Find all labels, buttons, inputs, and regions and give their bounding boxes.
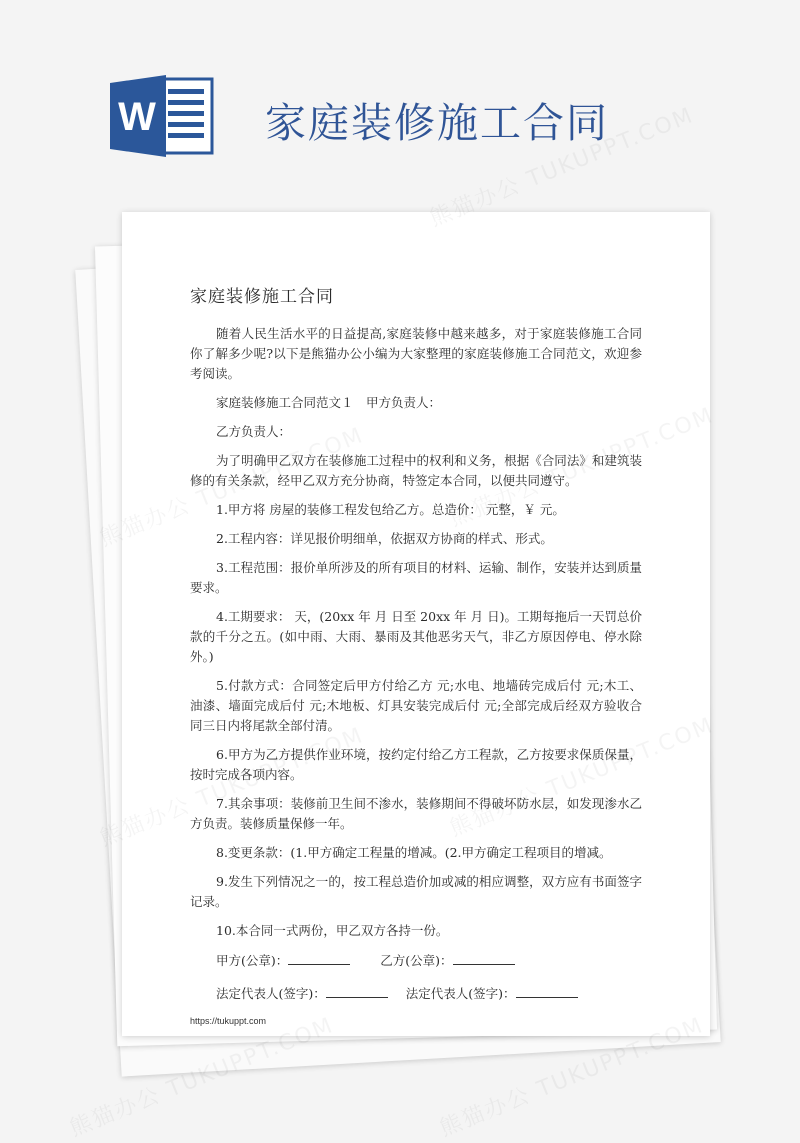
word-document-icon (110, 75, 216, 157)
clause-10: 10.本合同一式两份，甲乙双方各持一份。 (216, 923, 449, 938)
clause-2: 2.工程内容：详见报价明细单，依据双方协商的样式、形式。 (216, 531, 553, 546)
banner-title: 家庭装修施工合同 (265, 99, 609, 147)
clause-1: 1.甲方将 房屋的装修工程发包给乙方。总造价： 元整，￥ 元。 (216, 502, 565, 517)
clause-5: 5.付款方式：合同签定后甲方付给乙方 元;水电、地墙砖完成后付 元;木工、油漆、墙面完成后付 元;木地板、灯具安装完成后付 元;全部完成后经双方验收合同三日内将尾款全部付清。 (190, 678, 642, 733)
seal-row (190, 950, 642, 971)
party-a-rep-blank (326, 983, 388, 998)
source-link[interactable]: https://tukuppt.com (190, 1016, 267, 1026)
logo-letter: W (118, 95, 156, 139)
party-b-rep-blank (516, 983, 578, 998)
party-a-rep-label: 法定代表人(签字)： (216, 986, 326, 1001)
party-b-line: 乙方负责人： (216, 424, 292, 439)
clause-6: 6.甲方为乙方提供作业环境，按约定付给乙方工程款，乙方按要求保质保量，按时完成各项内容。 (190, 747, 642, 782)
party-a-seal-blank (288, 950, 350, 965)
party-b-rep-label: 法定代表人(签字)： (405, 986, 516, 1001)
document-title: 家庭装修施工合同 (190, 287, 334, 307)
party-a-line: 家庭装修施工合同范文１ 甲方负责人： (216, 395, 442, 410)
clause-9: 9.发生下列情况之一的，按工程总造价加或减的相应调整，双方应有书面签字记录。 (190, 874, 642, 909)
party-a-seal-label: 甲方(公章)： (216, 953, 289, 968)
clause-8: 8.变更条款：(1.甲方确定工程量的增减。(2.甲方确定工程项目的增减。 (216, 845, 612, 860)
preamble-paragraph: 为了明确甲乙双方在装修施工过程中的权利和义务，根据《合同法》和建筑装修的有关条款，经甲乙双方充分协商，特签定本合同，以便共同遵守。 (190, 453, 642, 488)
clause-3: 3.工程范围：报价单所涉及的所有项目的材料、运输、制作，安装并达到质量要求。 (190, 560, 642, 595)
clause-7: 7.其余事项：装修前卫生间不渗水，装修期间不得破坏防水层，如发现渗水乙方负责。装修质量保修一年。 (190, 796, 642, 831)
representative-row (190, 983, 642, 1004)
clause-4: 4.工期要求： 天，(20xx 年 月 日至 20xx 年 月 日)。工期每拖后一天罚总价款的千分之五。(如中雨、大雨、暴雨及其他恶劣天气，非乙方原因停电、停水除外。) (190, 609, 642, 664)
party-b-seal-blank (453, 950, 515, 965)
document-body (190, 282, 642, 1026)
intro-paragraph: 随着人民生活水平的日益提高,家庭装修中越来越多，对于家庭装修施工合同你了解多少呢?以下是熊猫办公小编为大家整理的家庭装修施工合同范文，欢迎参考阅读。 (190, 326, 642, 381)
party-b-seal-label: 乙方(公章)： (380, 953, 453, 968)
